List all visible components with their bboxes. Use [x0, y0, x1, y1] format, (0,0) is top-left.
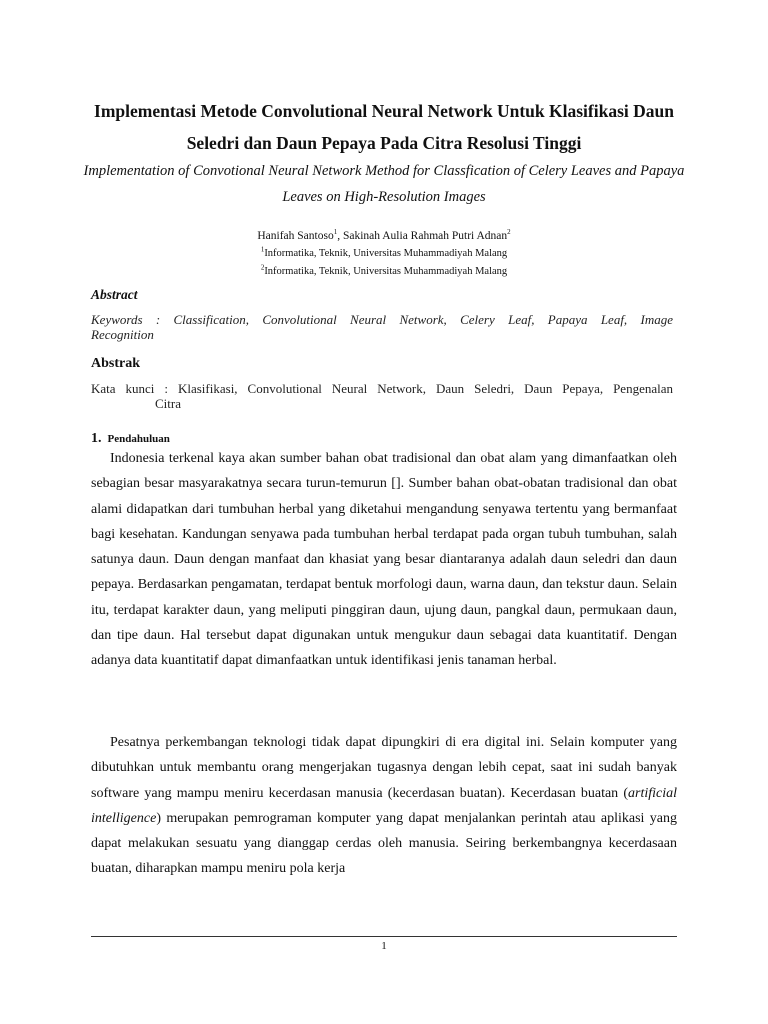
affiliation-text: Informatika, Teknik, Universitas Muhammadiyah Malang	[264, 266, 508, 277]
paragraph-2-text-continued: ) merupakan pemrograman komputer yang dapat menjalankan perintah atau aplikasi yang dapat melakukan sesuatu yang dianggap cerdas oleh manusia. Seiring berkembangnya kecerdasaan buatan, diharapkan mampu meniru pola kerja	[91, 810, 677, 877]
affiliation-text: Informatika, Teknik, Universitas Muhammadiyah Malang	[264, 248, 508, 259]
author-superscript: 2	[507, 228, 511, 237]
page-number: 1	[381, 940, 387, 952]
author-name: Hanifah Santoso	[257, 230, 334, 242]
abstract-heading: Abstract	[91, 287, 138, 302]
paragraph-2-text: Pesatnya perkembangan teknologi tidak dapat dipungkiri di era digital ini. Selain komputer yang dibutuhkan untuk membantu orang mengerjakan tugasnya dengan lebih cepat, saat ini sudah banyak software yang mampu meniru kecerdasan manusia (kecerdasan buatan). Kecerdasan buatan (	[91, 735, 677, 801]
abstrak-heading: Abstrak	[91, 356, 141, 371]
author-superscript: 1	[333, 228, 338, 237]
section-title: Pendahuluan	[107, 433, 170, 445]
author-line	[80, 227, 688, 245]
affiliation-2	[80, 263, 688, 281]
author-separator: ,	[337, 230, 343, 242]
keywords-english-continuation: Recognition	[91, 327, 154, 342]
body-paragraph-1: Indonesia terkenal kaya akan sumber bahan obat tradisional dan obat alam yang dimanfaatkan oleh sebagian besar masyarakatnya secara turun-temurun []. Sumber bahan obat-obatan tradisional dan obat alami didapatkan dari tumbuhan herbal yang diketahui mengandung senyawa tertentu yang bermanfaat bagi kesehatan. Kandungan senyawa pada tumbuhan herbal terdapat pada organ tubuh tumbuhan, salah satunya daun. Daun dengan manfaat dan khasiat yang besar diantaranya adalah daun seledri dan daun pepaya. Berdasarkan pengamatan, terdapat bentuk morfologi daun, warna daun, dan tekstur daun. Selain itu, terdapat karakter daun, yang meliputi pinggiran daun, ujung daun, pangkal daun, permukaan daun, dan tipe daun. Hal tersebut dapat digunakan untuk mengukur daun sebagai data kuantitatif. Dengan adanya data kuantitatif dapat dimanfaatkan untuk identifikasi jenis tanaman herbal.	[91, 451, 677, 669]
author-name: Sakinah Aulia Rahmah Putri Adnan	[342, 230, 508, 242]
keywords-indonesian	[91, 381, 673, 411]
affiliation-1	[80, 245, 688, 263]
section-heading-introduction	[91, 426, 170, 448]
author-block	[80, 227, 688, 281]
affiliation-superscript: 2	[260, 263, 265, 272]
paper-subtitle-english: Implementation of Convotional Neural Network Method for Classfication of Celery Leaves and Papaya Leaves on High-Resolution Images	[83, 163, 685, 205]
keywords-indonesian-continuation: Citra	[155, 396, 181, 411]
paper-title: Implementasi Metode Convolutional Neural Network Untuk Klasifikasi Daun Seledri dan Daun Pepaya Pada Citra Resolusi Tinggi	[94, 101, 674, 153]
footer-divider	[91, 936, 677, 937]
body-paragraph-2	[91, 730, 677, 882]
section-number: 1.	[91, 431, 102, 446]
keywords-english	[91, 312, 673, 342]
affiliation-superscript: 1	[260, 245, 265, 254]
paragraph-2-italic-term: artificial intelligence	[91, 785, 677, 826]
keywords-indonesian-line: Kata kunci : Klasifikasi, Convolutional Neural Network, Daun Seledri, Daun Pepaya, Pengenalan	[91, 381, 673, 396]
keywords-english-line: Keywords : Classification, Convolutional Neural Network, Celery Leaf, Papaya Leaf, Image	[91, 312, 673, 327]
